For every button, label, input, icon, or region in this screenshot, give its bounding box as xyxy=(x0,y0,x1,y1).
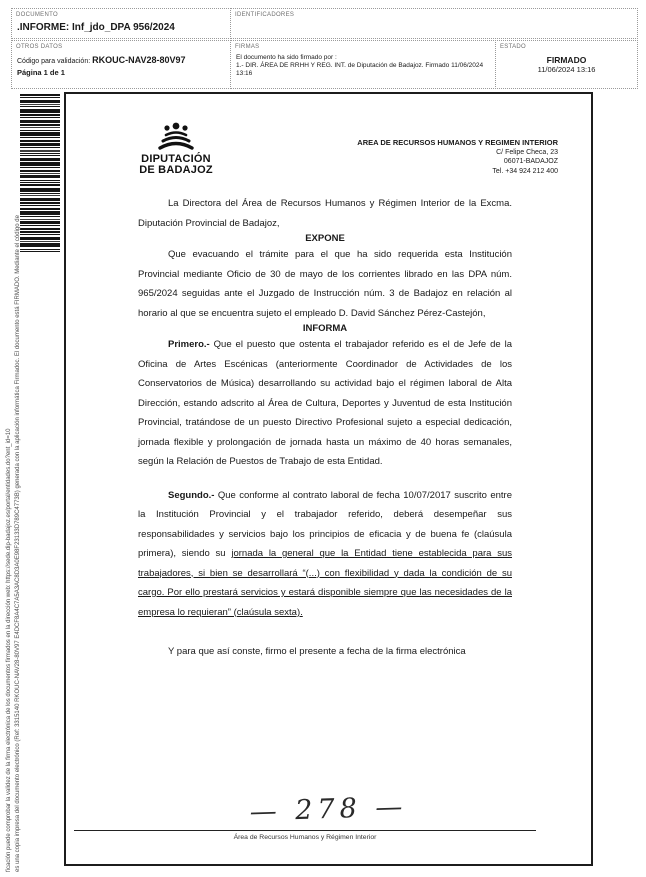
footer-text: Área de Recursos Humanos y Régimen Interior xyxy=(233,834,377,841)
documento-value: .INFORME: Inf_jdo_DPA 956/2024 xyxy=(17,22,175,33)
segundo-text: Que conforme al contrato laboral de fecha 10/07/2017 suscrito entre la Institución Provincial y el trabajador referido, deberá desempeñar sus responsabilidades y servicios bajo los principios de eficacia y de buena fe (claúsula primera), siendo su xyxy=(138,489,512,559)
codigo-validacion-line xyxy=(17,55,186,65)
intro-paragraph: La Directora del Área de Recursos Humanos y Régimen Interior de la Excma. Diputación Provincial de Badajoz, xyxy=(138,198,512,229)
scanned-page xyxy=(64,92,593,866)
firmas-line1: El documento ha sido firmado por : xyxy=(236,54,337,61)
letterhead-phone: Tel. +34 924 212 400 xyxy=(492,167,558,175)
document-body xyxy=(138,194,512,662)
codigo-validacion-value: RKOUC-NAV28-80V97 xyxy=(92,55,186,65)
estado-datetime: 11/06/2024 13:16 xyxy=(537,65,596,74)
header-box-otros-datos xyxy=(11,40,231,89)
documento-label: DOCUMENTO xyxy=(16,12,58,18)
barcode xyxy=(20,94,60,252)
org-logo xyxy=(130,122,222,176)
estado-value: FIRMADO xyxy=(546,55,587,65)
expone-heading: EXPONE xyxy=(305,233,345,244)
otros-datos-label: OTROS DATOS xyxy=(16,44,63,50)
verification-vertical-text-2: ficación puede comprobar la validez de la firma electrónica de los documentos firmados en la dirección web: https://sede.dip-badajoz.es/portal/entidades.do?ent_id=10 xyxy=(6,428,12,872)
codigo-validacion-label: Código para validación: xyxy=(17,58,91,65)
letterhead-address-block xyxy=(324,138,558,176)
header-box-estado xyxy=(495,40,638,89)
primero-label: Primero.- xyxy=(168,339,210,350)
org-name-line2: DE BADAJOZ xyxy=(139,164,213,176)
primero-text: Que el puesto que ostenta el trabajador referido es el de Jefe de la Oficina de Artes Escénicas (anteriormente Coordinador de Actividades de los Conservatorios de Música) desarrollando su actividad bajo el régimen laboral de Alta Dirección, estando adscrito al Área de Cultura, Deportes y Juventud de esta Institución Provincial, tratándose de un puesto Directivo Profesional sujeto a especial dedicación, jornada flexible y prolongación de jornada hasta un máximo de 40 horas semanales, según la Relación de Puestos de Trabajo de esta Entidad. xyxy=(138,339,512,467)
segundo-label: Segundo.- xyxy=(168,489,215,501)
primero-paragraph xyxy=(138,335,512,472)
footer-rule xyxy=(74,830,536,831)
firmas-label: FIRMAS xyxy=(235,44,260,50)
segundo-underlined-text: jornada la general que la Entidad tiene establecida para sus trabajadores, si bien se desarrollará “(...) con flexibilidad y dada la condición de su cargo. Por ello prestará servicios y estará disponible siempre que las necesidades de la empresa lo requieran” (claúsula sexta). xyxy=(138,548,512,618)
estado-label: ESTADO xyxy=(500,44,527,50)
crest-icon xyxy=(154,122,198,152)
firmas-line2: 1.- DIR. ÁREA DE RRHH Y REG. INT. de Diputación de Badajoz. Firmado 11/06/2024 13:16 xyxy=(236,62,484,77)
informa-heading: INFORMA xyxy=(302,323,348,334)
identificadores-label: IDENTIFICADORES xyxy=(235,12,295,18)
expone-paragraph: Que evacuando el trámite para el que ha sido requerida esta Institución Provincial mediante Oficio de 30 de mayo de los corrientes librado en las DPA núm. 965/2024 seguidas ante el Juzgado de Instrucción núm. 3 de Badajoz en relación al horario al que se encuentra sujeto el empleado D. David Sánchez Pérez-Castejón, xyxy=(138,249,512,319)
header-box-documento xyxy=(11,8,231,39)
letterhead-department: AREA DE RECURSOS HUMANOS Y REGIMEN INTERIOR xyxy=(357,138,558,147)
handwritten-page-number: — 278 — xyxy=(249,791,408,828)
closing-paragraph: Y para que así conste, firmo el presente a fecha de la firma electrónica xyxy=(168,646,466,657)
segundo-paragraph xyxy=(138,486,512,623)
pagina-value: Página 1 de 1 xyxy=(17,68,65,77)
letterhead-city: 06071-BADAJOZ xyxy=(503,158,558,165)
header-box-identificadores xyxy=(230,8,638,39)
org-name-line1: DIPUTACIÓN xyxy=(141,153,211,165)
header-box-firmas xyxy=(230,40,496,89)
letterhead-street: C/ Felipe Checa, 23 xyxy=(496,148,558,156)
verification-vertical-text-1: es una copia impresa del documento electrónico (Ref: 3315140 RKOUC-NAV28-80V97 E4DCF8A4C7A5A3AC8D3A0E98F23133D789C4773B) generada con la aplicación informática Firmadoc. El documento está FIRMADO. Mediante el código de xyxy=(15,215,21,872)
